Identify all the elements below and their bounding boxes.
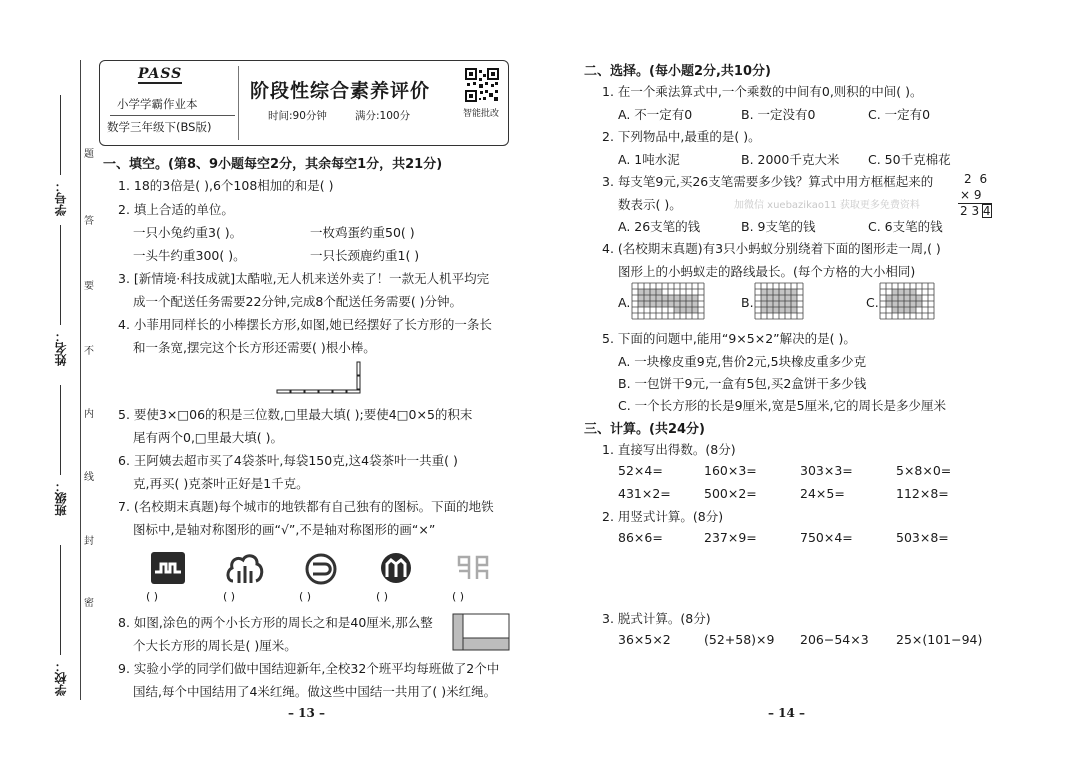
q8-line2: 个大长方形的周长是( )厘米。 xyxy=(133,638,297,653)
section1-heading: 一、填空。(第8、9小题每空2分，其余每空1分，共21分) xyxy=(103,157,443,172)
class-label: 班级： xyxy=(54,480,68,516)
grade-version: 数学三年级下(BS版) xyxy=(107,120,212,134)
choice3-option-a[interactable]: A. 26支笔的钱 xyxy=(618,219,701,234)
grid-shaded-cell xyxy=(692,295,698,301)
grid-shaded-cell xyxy=(644,301,650,307)
grid-shaded-cell xyxy=(910,301,916,307)
choice2: 2. 下列物品中,最重的是( )。 xyxy=(602,129,761,144)
book-name: 小学学霸作业本 xyxy=(117,97,198,111)
choice2-option-c[interactable]: C. 50千克棉花 xyxy=(868,152,951,167)
q6-line2: 克,再买( )克茶叶正好是1千克。 xyxy=(133,476,309,491)
calc1-item: 500×2= xyxy=(704,486,757,501)
q2d: 一只长颈鹿约重1( ) xyxy=(310,248,420,263)
q2: 2. 填上合适的单位。 xyxy=(118,202,234,217)
q5-line1: 5. 要使3×□06的积是三位数,□里最大填( );要使4□0×5的积末 xyxy=(118,407,473,422)
q3-line1: 3. [新情境·科技成就]太酷啦,无人机来送外卖了！一款无人机平均完 xyxy=(118,271,490,286)
q7-answer-3[interactable]: ( ) xyxy=(299,590,312,603)
calc1-item: 303×3= xyxy=(800,463,853,478)
calc2-item: 750×4= xyxy=(800,530,853,545)
calc2-item: 237×9= xyxy=(704,530,757,545)
exam-full-score: 满分:100分 xyxy=(355,110,411,122)
brand-logo: PASS xyxy=(138,66,183,82)
calc3-item: (52+58)×9 xyxy=(704,632,775,647)
q9-line2: 国结,每个中国结用了4米红绳。做这些中国结一共用了( )米红绳。 xyxy=(133,684,497,699)
grid-shaded-cell xyxy=(674,307,680,313)
q7-answer-5[interactable]: ( ) xyxy=(452,590,465,603)
name-label: 姓名： xyxy=(54,330,68,366)
calc3-item: 25×(101−94) xyxy=(896,632,983,647)
grid-shaded-cell xyxy=(791,307,797,313)
grid-shaded-cell xyxy=(910,307,916,313)
choice4-option-b[interactable]: B. xyxy=(741,295,754,310)
page-number-left: – 13 – xyxy=(288,706,326,720)
choice5-option-b[interactable]: B. 一包饼干9元,一盒有5包,买2盒饼干多少钱 xyxy=(618,376,867,391)
choice1-option-b[interactable]: B. 一定没有0 xyxy=(741,107,816,122)
exam-title: 阶段性综合素养评价 xyxy=(250,80,431,102)
seal-char: 题 xyxy=(84,149,94,160)
calc2-item: 503×8= xyxy=(896,530,949,545)
q4-line2: 和一条宽,摆完这个长方形还需要( )根小棒。 xyxy=(133,340,376,355)
grid-shaded-cell xyxy=(791,289,797,295)
subway-icon-3 xyxy=(303,552,339,586)
grid-shaded-cell xyxy=(638,295,644,301)
grid-shaded-cell xyxy=(898,301,904,307)
calc1-item: 24×5= xyxy=(800,486,845,501)
q4-line1: 4. 小菲用同样长的小棒摆长方形,如图,她已经摆好了长方形的一条长 xyxy=(118,317,492,332)
choice2-option-a[interactable]: A. 1吨水泥 xyxy=(618,152,680,167)
grid-shaded-cell xyxy=(644,295,650,301)
calc3-heading: 3. 脱式计算。(8分) xyxy=(602,611,711,626)
section2-heading: 二、选择。(每小题2分,共10分) xyxy=(584,64,771,79)
grid-shaded-cell xyxy=(785,289,791,295)
choice3-calc-top: 2 6 xyxy=(964,172,990,186)
grid-shaded-cell xyxy=(674,295,680,301)
choice1-option-a[interactable]: A. 不一定有0 xyxy=(618,107,693,122)
class-blank[interactable] xyxy=(60,385,61,475)
book-divider xyxy=(110,115,235,116)
section3-heading: 三、计算。(共24分) xyxy=(584,422,705,437)
choice3-line1: 3. 每支笔9元,买26支笔需要多少钱？算式中用方框框起来的 xyxy=(602,174,934,189)
grid-shaded-cell xyxy=(785,301,791,307)
grid-shaded-cell xyxy=(898,289,904,295)
grid-shaded-cell xyxy=(767,301,773,307)
q3-line2: 成一个配送任务需要22分钟,完成8个配送任务需要( )分钟。 xyxy=(133,294,463,309)
name-blank[interactable] xyxy=(60,225,61,325)
grid-shaded-cell xyxy=(638,301,644,307)
q7-answer-2[interactable]: ( ) xyxy=(223,590,236,603)
grid-shaded-cell xyxy=(892,289,898,295)
grid-shaded-cell xyxy=(767,307,773,313)
seal-char: 不 xyxy=(84,346,94,357)
calc1-item: 160×3= xyxy=(704,463,757,478)
choice3-calc-box xyxy=(982,204,992,218)
grid-shaded-cell xyxy=(779,289,785,295)
calc3-item: 36×5×2 xyxy=(618,632,671,647)
calc1-heading: 1. 直接写出得数。(8分) xyxy=(602,442,736,457)
grid-shaded-cell xyxy=(668,295,674,301)
grid-shaded-cell xyxy=(785,295,791,301)
choice4-line1: 4. (名校期末真题)有3只小蚂蚁分别绕着下面的图形走一周,( ) xyxy=(602,241,941,256)
grid-shaded-cell xyxy=(791,295,797,301)
grid-shaded-cell xyxy=(767,289,773,295)
grid-shaded-cell xyxy=(898,295,904,301)
q7-answer-4[interactable]: ( ) xyxy=(376,590,389,603)
grid-shaded-cell xyxy=(791,301,797,307)
choice2-option-b[interactable]: B. 2000千克大米 xyxy=(741,152,840,167)
grid-shaded-cell xyxy=(692,307,698,313)
q5-line2: 尾有两个0,□里最大填( )。 xyxy=(133,430,283,445)
grid-shaded-cell xyxy=(904,295,910,301)
grid-shaded-cell xyxy=(680,295,686,301)
seal-char: 内 xyxy=(84,409,94,420)
calc1-item: 112×8= xyxy=(896,486,949,501)
grid-shaded-cell xyxy=(779,295,785,301)
choice5-option-c[interactable]: C. 一个长方形的长是9厘米,宽是5厘米,它的周长是多少厘米 xyxy=(618,398,947,413)
grid-shaded-cell xyxy=(674,301,680,307)
grid-shaded-cell xyxy=(644,289,650,295)
grid-shaded-cell xyxy=(898,307,904,313)
grid-shaded-cell xyxy=(773,289,779,295)
qr-caption: 智能批改 xyxy=(463,109,500,119)
seal-char: 线 xyxy=(84,472,94,483)
grid-shaded-cell xyxy=(916,295,922,301)
grid-shaded-cell xyxy=(650,289,656,295)
grid-shaded-cell xyxy=(904,307,910,313)
grid-shaded-cell xyxy=(650,295,656,301)
grid-shaded-cell xyxy=(910,289,916,295)
choice4-grid-b xyxy=(755,283,803,321)
grid-shaded-cell xyxy=(892,307,898,313)
choice1-option-c[interactable]: C. 一定有0 xyxy=(868,107,931,122)
grid-shaded-cell xyxy=(686,307,692,313)
q7-line2: 图标中,是轴对称图形的画“√”,不是轴对称图形的画“×” xyxy=(133,522,436,537)
school-label: 学校： xyxy=(54,660,68,696)
grid-shaded-cell xyxy=(680,301,686,307)
choice5: 5. 下面的问题中,能用“9×5×2”解决的是( )。 xyxy=(602,331,856,346)
grid-shaded-cell xyxy=(761,301,767,307)
grid-shaded-cell xyxy=(650,301,656,307)
grid-shaded-cell xyxy=(656,295,662,301)
student-id-blank[interactable] xyxy=(60,95,61,175)
grid-shaded-cell xyxy=(773,295,779,301)
q2a: 一只小兔约重3( )。 xyxy=(133,225,243,240)
grid-shaded-cell xyxy=(904,301,910,307)
grid-shaded-cell xyxy=(773,301,779,307)
q8-rectangle-figure xyxy=(452,613,510,651)
choice3-option-b[interactable]: B. 9支笔的钱 xyxy=(741,219,816,234)
sticks-figure xyxy=(275,360,365,396)
choice3-line2: 数表示( )。 xyxy=(618,197,682,212)
grid-shaded-cell xyxy=(767,295,773,301)
school-blank[interactable] xyxy=(60,545,61,655)
choice3-calc-result: 2 3 4 xyxy=(960,204,991,218)
seal-char: 要 xyxy=(84,281,94,292)
binding-vertical-line xyxy=(80,60,81,700)
choice4-option-c[interactable]: C. xyxy=(866,295,879,310)
watermark-text: 加微信 xuebazikao11 获取更多免费资料 xyxy=(734,200,920,211)
choice4-option-a[interactable]: A. xyxy=(618,295,631,310)
qr-code-icon[interactable] xyxy=(465,68,499,102)
grid-shaded-cell xyxy=(892,301,898,307)
choice5-option-a[interactable]: A. 一块橡皮重9克,售价2元,5块橡皮重多少克 xyxy=(618,354,867,369)
seal-char: 密 xyxy=(84,598,94,609)
grid-shaded-cell xyxy=(692,301,698,307)
q2c: 一头牛约重300( )。 xyxy=(133,248,246,263)
calc1-item: 5×8×0= xyxy=(896,463,952,478)
calc2-item: 86×6= xyxy=(618,530,663,545)
subway-icon-1 xyxy=(150,551,186,585)
grid-shaded-cell xyxy=(761,295,767,301)
choice1: 1. 在一个乘法算式中,一个乘数的中间有0,则积的中间( )。 xyxy=(602,84,923,99)
grid-shaded-cell xyxy=(785,307,791,313)
header-vdivider xyxy=(238,66,239,140)
q2b: 一枚鸡蛋约重50( ) xyxy=(310,225,415,240)
q8-line1: 8. 如图,涂色的两个小长方形的周长之和是40厘米,那么整 xyxy=(118,615,433,630)
grid-shaded-cell xyxy=(892,295,898,301)
calc1-item: 431×2= xyxy=(618,486,671,501)
exam-time: 时间:90分钟 xyxy=(268,110,327,122)
grid-shaded-cell xyxy=(662,301,668,307)
seal-char: 封 xyxy=(84,536,94,547)
calc1-item: 52×4= xyxy=(618,463,663,478)
grid-shaded-cell xyxy=(638,289,644,295)
grid-shaded-cell xyxy=(773,307,779,313)
grid-shaded-cell xyxy=(668,301,674,307)
grid-shaded-cell xyxy=(904,289,910,295)
subway-icon-5 xyxy=(455,551,491,585)
grid-shaded-cell xyxy=(662,295,668,301)
page-number-right: – 14 – xyxy=(768,706,806,720)
choice4-grid-a xyxy=(632,283,704,321)
subway-icon-4 xyxy=(378,551,414,585)
q7-line1: 7. (名校期末真题)每个城市的地铁都有自己独有的图标。下面的地铁 xyxy=(118,499,494,514)
grid-shaded-cell xyxy=(779,301,785,307)
grid-shaded-cell xyxy=(779,307,785,313)
choice4-grid-c xyxy=(880,283,938,321)
grid-shaded-cell xyxy=(910,295,916,301)
grid-shaded-cell xyxy=(680,307,686,313)
q7-answer-1[interactable]: ( ) xyxy=(146,590,159,603)
calc3-item: 206−54×3 xyxy=(800,632,869,647)
choice4-line2: 图形上的小蚂蚁走的路线最长。(每个方格的大小相同) xyxy=(618,264,916,279)
q6-line1: 6. 王阿姨去超市买了4袋茶叶,每袋150克,这4袋茶叶一共重( ) xyxy=(118,453,458,468)
seal-char: 答 xyxy=(84,216,94,227)
grid-shaded-cell xyxy=(656,289,662,295)
grid-shaded-cell xyxy=(686,301,692,307)
choice3-option-c[interactable]: C. 6支笔的钱 xyxy=(868,219,943,234)
grid-shaded-cell xyxy=(886,295,892,301)
calc2-heading: 2. 用竖式计算。(8分) xyxy=(602,509,724,524)
student-id-label: 学号： xyxy=(54,180,68,216)
subway-icon-2 xyxy=(225,551,265,587)
choice3-calc-mid: × 9 xyxy=(960,188,982,202)
grid-shaded-cell xyxy=(761,307,767,313)
grid-shaded-cell xyxy=(886,301,892,307)
q9-line1: 9. 实验小学的同学们做中国结迎新年,全校32个班平均每班做了2个中 xyxy=(118,661,500,676)
grid-shaded-cell xyxy=(686,295,692,301)
grid-shaded-cell xyxy=(761,289,767,295)
grid-shaded-cell xyxy=(656,301,662,307)
grid-shaded-cell xyxy=(916,301,922,307)
q1: 1. 18的3倍是( ),6个108相加的和是( ) xyxy=(118,178,334,193)
